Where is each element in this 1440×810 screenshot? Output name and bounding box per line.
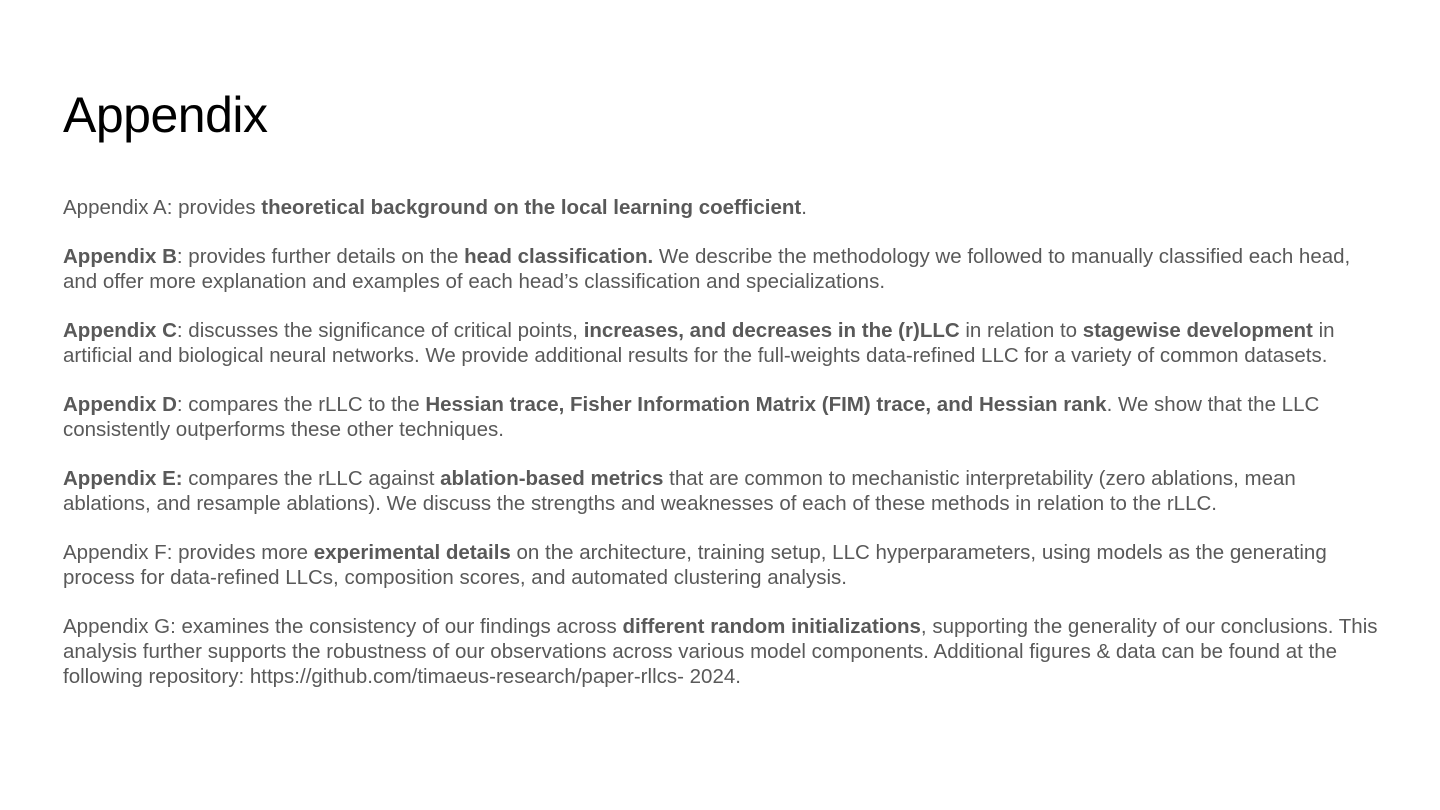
text-run: Appendix A: provides [63, 196, 262, 219]
text-run: We describe the methodology we followed to manually classified each head, and offer more explanation and examples of each head’s classification and specializations. [63, 245, 1351, 293]
slide-body [63, 195, 1381, 713]
text-run: Appendix G: examines the consistency of our findings across [63, 615, 623, 638]
appendix-b-paragraph [63, 244, 1381, 294]
bold-text: Appendix E: [63, 467, 183, 490]
text-run: in relation to [959, 319, 1083, 342]
bold-text: Appendix B [63, 245, 177, 268]
text-run: : discusses the significance of critical points, [176, 319, 584, 342]
bold-text: Appendix C [63, 319, 177, 342]
appendix-f-paragraph [63, 540, 1381, 590]
bold-text: stagewise development [1082, 319, 1313, 342]
bold-text: head classification. [464, 245, 654, 268]
text-run: in artificial and biological neural networks. We provide additional results for the full-weights data-refined LLC for a variety of common datasets. [63, 319, 1335, 367]
appendix-g-paragraph [63, 614, 1381, 689]
text-run: compares the rLLC against [182, 467, 441, 490]
appendix-e-paragraph [63, 466, 1381, 516]
bold-text: Appendix D [63, 393, 177, 416]
text-run: on the architecture, training setup, LLC hyperparameters, using models as the generating process for data-refined LLCs, composition scores, and automated clustering analysis. [63, 541, 1327, 589]
bold-text: ablation-based metrics [440, 467, 664, 490]
bold-text: Hessian trace, Fisher Information Matrix (FIM) trace, and Hessian rank [425, 393, 1107, 416]
slide-title: Appendix [63, 87, 268, 143]
text-run: , supporting the generality of our conclusions. This analysis further supports the robustness of our observations across various model components. Additional figures & data can be found at the following repository: https://github.com/timaeus-research/paper-rllcs- 2024. [63, 615, 1378, 688]
bold-text: different random initializations [622, 615, 921, 638]
bold-text: experimental details [313, 541, 511, 564]
appendix-c-paragraph [63, 318, 1381, 368]
bold-text: increases, and decreases in the (r)LLC [583, 319, 960, 342]
appendix-a-paragraph [63, 195, 1381, 220]
text-run: that are common to mechanistic interpretability (zero ablations, mean ablations, and resample ablations). We discuss the strengths and weaknesses of each of these methods in relation to the rLLC. [63, 467, 1296, 515]
appendix-d-paragraph [63, 392, 1381, 442]
bold-text: theoretical background on the local learning coefficient [261, 196, 802, 219]
text-run: : provides further details on the [176, 245, 465, 268]
text-run: . We show that the LLC consistently outperforms these other techniques. [63, 393, 1320, 441]
text-run: . [801, 196, 807, 219]
text-run: : compares the rLLC to the [176, 393, 426, 416]
text-run: Appendix F: provides more [63, 541, 314, 564]
